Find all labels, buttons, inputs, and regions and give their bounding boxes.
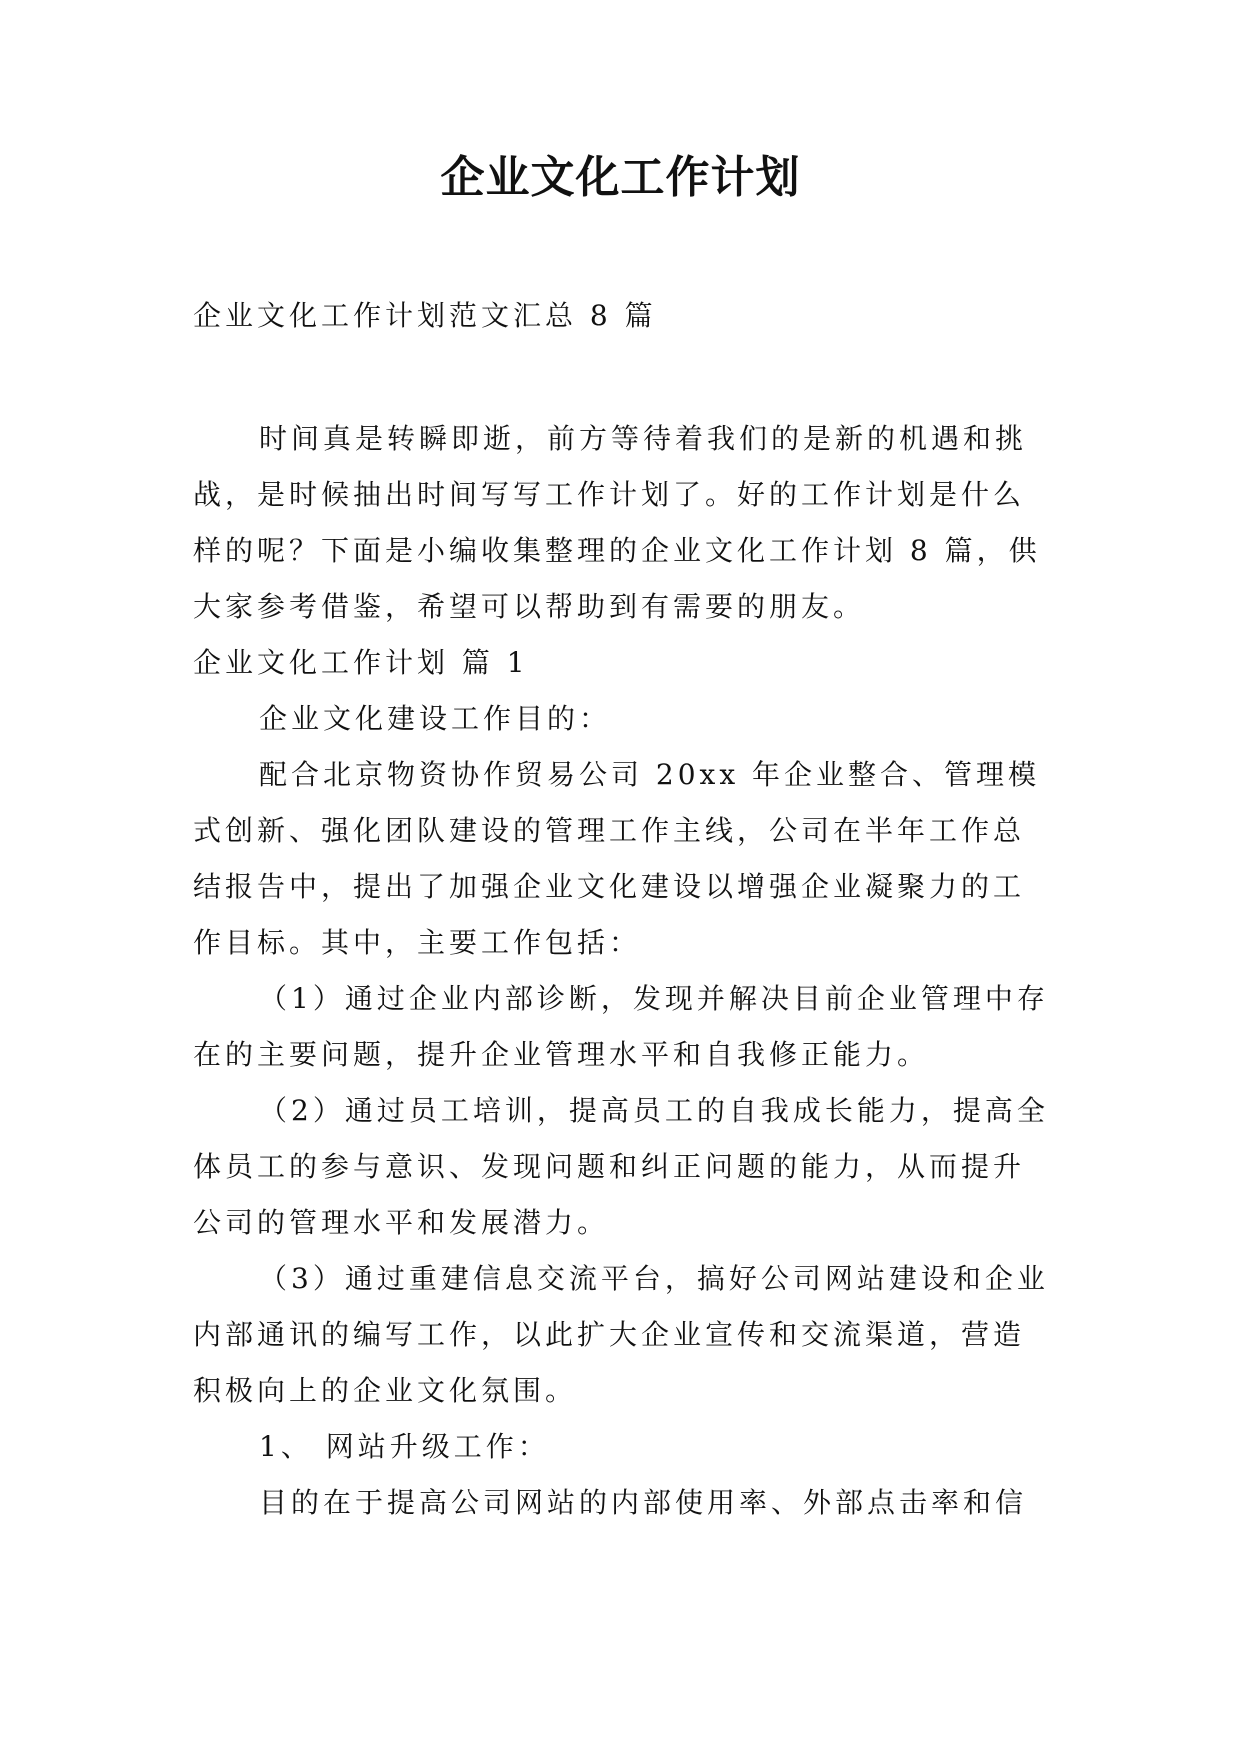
document-subtitle: 企业文化工作计划范文汇总 8 篇 bbox=[193, 299, 657, 332]
goal-item-1: （1）通过企业内部诊断，发现并解决目前企业管理中存在的主要问题，提升企业管理水平和自我修正能力。 bbox=[193, 982, 1049, 1071]
goal-item-3: （3）通过重建信息交流平台，搞好公司网站建设和企业内部通讯的编写工作，以此扩大企业宣传和交流渠道，营造积极向上的企业文化氛围。 bbox=[193, 1262, 1049, 1407]
document-body bbox=[193, 288, 1053, 1531]
document-title: 企业文化工作计划 bbox=[440, 152, 801, 203]
task-heading: 1、 网站升级工作： bbox=[259, 1430, 550, 1463]
goal-item-2: （2）通过员工培训，提高员工的自我成长能力，提高全体员工的参与意识、发现问题和纠正问题的能力，从而提升公司的管理水平和发展潜力。 bbox=[193, 1094, 1049, 1239]
intro-paragraph: 时间真是转瞬即逝，前方等待着我们的是新的机遇和挑战，是时候抽出时间写写工作计划了。好的工作计划是什么样的呢？下面是小编收集整理的企业文化工作计划 8 篇，供大家参考借鉴，希望可以帮助到有需要的朋友。 bbox=[193, 422, 1041, 623]
task-paragraph: 目的在于提高公司网站的内部使用率、外部点击率和信 bbox=[259, 1486, 1028, 1519]
section-heading: 企业文化工作计划 篇 1 bbox=[193, 646, 529, 679]
goal-heading: 企业文化建设工作目的： bbox=[259, 702, 612, 735]
goal-paragraph: 配合北京物资协作贸易公司 20xx 年企业整合、管理模式创新、强化团队建设的管理工作主线，公司在半年工作总结报告中，提出了加强企业文化建设以增强企业凝聚力的工作目标。其中，主要工作包括： bbox=[193, 758, 1041, 959]
